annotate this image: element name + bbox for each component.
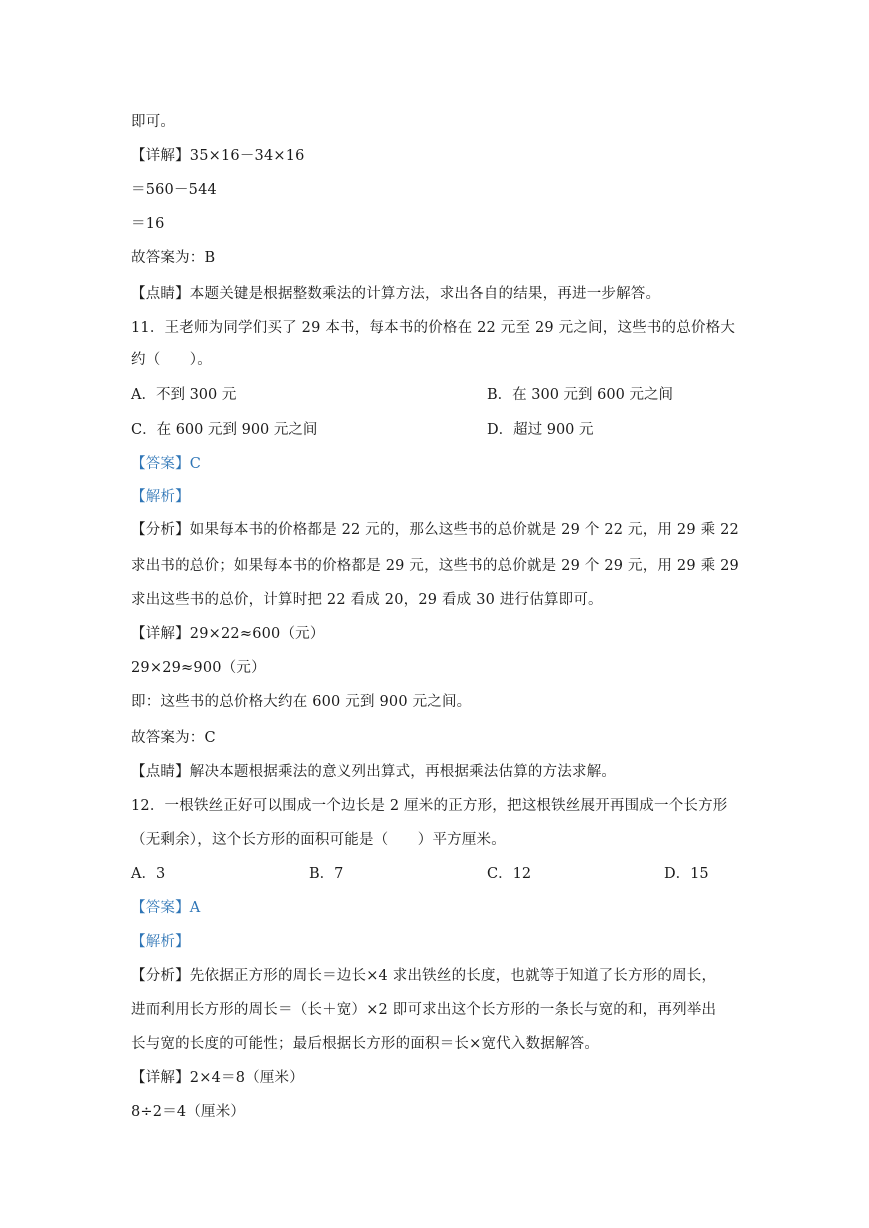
- question-12-stem-cont: （无剩余），这个长方形的面积可能是（ ）平方厘米。: [131, 832, 506, 848]
- q11-option-c: C．在 600 元到 900 元之间: [131, 422, 318, 438]
- comment-line: 【点睛】本题关键是根据整数乘法的计算方法，求出各自的结果，再进一步解答。: [131, 286, 661, 302]
- question-11-stem: 11．王老师为同学们买了 29 本书，每本书的价格在 22 元至 29 元之间，这些书的总价格大: [131, 320, 736, 336]
- q11-analysis-line: 【分析】如果每本书的价格都是 22 元的，那么这些书的总价就是 29 个 22 元，用 29 乘 22: [131, 522, 739, 538]
- q12-analysis-heading: 【解析】: [131, 934, 190, 950]
- q11-detail-line: 29×29≈900（元）: [131, 660, 266, 676]
- q11-option-d: D．超过 900 元: [487, 422, 594, 438]
- calc-line: ＝16: [131, 216, 165, 232]
- q12-analysis-line: 【分析】先依据正方形的周长＝边长×4 求出铁丝的长度，也就等于知道了长方形的周长，: [131, 968, 717, 984]
- text-line: 即可。: [131, 114, 176, 130]
- q11-analysis-line: 求出书的总价；如果每本书的价格都是 29 元，这些书的总价就是 29 个 29 元，用 29 乘 29: [131, 558, 739, 574]
- question-12-stem: 12．一根铁丝正好可以围成一个边长是 2 厘米的正方形，把这根铁丝展开再围成一个长方形: [131, 798, 728, 814]
- q11-option-a: A．不到 300 元: [131, 387, 237, 403]
- q12-detail-line: 8÷2＝4（厘米）: [131, 1104, 246, 1120]
- answer-line: 故答案为：B: [131, 250, 216, 266]
- q12-option-c: C．12: [487, 866, 532, 882]
- q12-option-d: D．15: [664, 866, 709, 882]
- q11-comment: 【点睛】解决本题根据乘法的意义列出算式，再根据乘法估算的方法求解。: [131, 764, 617, 780]
- q11-analysis-line: 求出这些书的总价，计算时把 22 看成 20，29 看成 30 进行估算即可。: [131, 592, 603, 608]
- q12-analysis-line: 长与宽的长度的可能性；最后根据长方形的面积＝长×宽代入数据解答。: [131, 1036, 600, 1052]
- q12-analysis-line: 进而利用长方形的周长＝（长＋宽）×2 即可求出这个长方形的一条长与宽的和，再列举出: [131, 1002, 717, 1018]
- q11-option-b: B．在 300 元到 600 元之间: [487, 387, 673, 403]
- q12-answer: 【答案】A: [131, 900, 201, 916]
- q11-detail-line: 【详解】29×22≈600（元）: [131, 626, 325, 642]
- calc-line: ＝560－544: [131, 182, 217, 198]
- q12-option-b: B．7: [309, 866, 344, 882]
- question-11-stem-cont: 约（ ）。: [131, 352, 212, 368]
- q12-detail-line: 【详解】2×4＝8（厘米）: [131, 1070, 304, 1086]
- q11-analysis-heading: 【解析】: [131, 489, 190, 505]
- detail-line: 【详解】35×16－34×16: [131, 148, 305, 164]
- q11-final-answer: 故答案为：C: [131, 730, 216, 746]
- q12-option-a: A．3: [131, 866, 166, 882]
- q11-detail-line: 即：这些书的总价格大约在 600 元到 900 元之间。: [131, 694, 472, 710]
- q11-answer: 【答案】C: [131, 456, 202, 472]
